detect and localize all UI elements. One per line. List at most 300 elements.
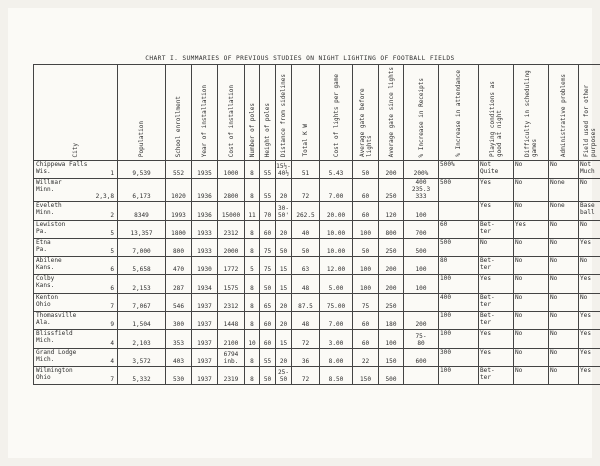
table-cell: 80	[439, 257, 479, 275]
state-name: Kans.	[36, 264, 55, 272]
table-cell: 8	[245, 348, 260, 366]
table-row	[34, 275, 600, 293]
table-cell: 500	[379, 366, 404, 384]
table-cell: 5.00	[320, 275, 353, 293]
city-name: Wilmington	[36, 366, 73, 374]
table-cell: 1020	[166, 179, 192, 202]
table-cell: 7,000	[118, 238, 166, 256]
table-cell: 8	[245, 179, 260, 202]
city-name: Abilene	[36, 257, 62, 265]
table-cell: 100	[439, 312, 479, 330]
line-number: 6	[110, 284, 114, 292]
table-cell: 100	[353, 257, 379, 275]
table-cell: 5.43	[320, 161, 353, 179]
line-number: 6	[110, 266, 114, 274]
table-cell: 50	[260, 275, 276, 293]
table-cell: 7,067	[118, 293, 166, 311]
table-cell: 15½- 40½	[276, 161, 292, 179]
table-cell: Yes	[579, 348, 600, 366]
table-cell: 600	[404, 348, 439, 366]
table-cell: Bet- ter	[479, 366, 514, 384]
table-cell: 7.00	[320, 179, 353, 202]
table-cell: 72	[292, 179, 320, 202]
table-cell: 75- 80	[404, 330, 439, 348]
city-name: Kenton	[36, 293, 59, 301]
column-header-label: Average gate before lights	[358, 88, 373, 157]
table-cell	[439, 202, 479, 220]
table-cell: 100	[439, 330, 479, 348]
table-cell: 13,357	[118, 220, 166, 238]
table-cell: 300	[166, 312, 192, 330]
table-cell: 20	[276, 179, 292, 202]
column-header-label: School enrollment	[175, 95, 182, 157]
table-cell: 1937	[192, 348, 218, 366]
table-cell: Yes	[479, 348, 514, 366]
table-cell: 65	[260, 293, 276, 311]
city-cell	[34, 293, 118, 311]
table-cell: 1937	[192, 366, 218, 384]
table-cell: No	[514, 161, 549, 179]
table-cell: Not Quite	[479, 161, 514, 179]
table-cell: No	[549, 312, 579, 330]
table-cell: 470	[166, 257, 192, 275]
table-cell: No	[549, 348, 579, 366]
line-number: 5	[110, 229, 114, 237]
table-cell: 2,153	[118, 275, 166, 293]
table-cell: 1448	[218, 312, 245, 330]
table-cell: 60	[260, 330, 276, 348]
table-cell: Base ball	[579, 202, 600, 220]
table-cell: No	[549, 330, 579, 348]
document-page	[8, 8, 597, 458]
column-header-label: Difficulty in scheduling games	[524, 70, 538, 157]
table-cell: 552	[166, 161, 192, 179]
table-cell: Bet- ter	[479, 220, 514, 238]
table-cell: 9,539	[118, 161, 166, 179]
line-number: 4	[110, 357, 114, 365]
table-cell: 75.00	[320, 293, 353, 311]
city-cell	[34, 275, 118, 293]
line-number: 5	[110, 248, 114, 256]
table-cell: Yes	[579, 330, 600, 348]
table-cell: No	[514, 366, 549, 384]
table-cell: 500	[404, 238, 439, 256]
city-name: Thomasville	[36, 312, 77, 320]
column-header-label: Cost of installation	[227, 84, 235, 157]
table-row	[34, 161, 600, 179]
column-header	[579, 65, 600, 161]
table-cell: No	[514, 293, 549, 311]
city-name: Grand Lodge	[36, 348, 77, 356]
column-header-label: Cost of lights per game	[332, 73, 340, 157]
table-cell: 50	[260, 366, 276, 384]
table-cell: No	[514, 257, 549, 275]
table-cell: No	[579, 293, 600, 311]
table-cell: 20	[276, 348, 292, 366]
table-cell: 72	[292, 366, 320, 384]
table-cell: No	[579, 257, 600, 275]
table-cell: 8	[245, 161, 260, 179]
table-cell: 2312	[218, 220, 245, 238]
column-header-label: Total K W	[302, 124, 309, 157]
column-header	[549, 65, 579, 161]
table-cell: 20	[276, 220, 292, 238]
table-row	[34, 220, 600, 238]
table-row	[34, 238, 600, 256]
table-cell: 1937	[192, 293, 218, 311]
column-header	[514, 65, 549, 161]
table-cell: 51	[292, 161, 320, 179]
column-header	[218, 65, 245, 161]
table-cell: 200%	[404, 161, 439, 179]
column-header	[34, 65, 118, 161]
table-cell: 1933	[192, 220, 218, 238]
table-cell: 100	[379, 330, 404, 348]
table-cell: 55	[260, 161, 276, 179]
table-cell: 1930	[192, 257, 218, 275]
table-cell: No	[579, 220, 600, 238]
line-number: 9	[110, 321, 114, 329]
state-name: Ala.	[36, 319, 51, 327]
table-cell: 5,332	[118, 366, 166, 384]
table-cell: Yes	[479, 179, 514, 202]
table-cell: 800	[379, 220, 404, 238]
table-cell: No	[514, 312, 549, 330]
table-cell: 60	[260, 220, 276, 238]
table-cell: 1000	[218, 161, 245, 179]
table-cell: 546	[166, 293, 192, 311]
table-cell: No	[549, 220, 579, 238]
line-number: 7	[110, 376, 114, 384]
state-name: Pa.	[36, 227, 48, 235]
table-cell	[404, 366, 439, 384]
table-row	[34, 348, 600, 366]
column-header-label: Height of poles	[264, 102, 271, 157]
table-cell: 50	[353, 161, 379, 179]
table-cell: 75	[353, 293, 379, 311]
table-cell: 200	[379, 257, 404, 275]
table-cell: 50	[292, 238, 320, 256]
table-cell: 1800	[166, 220, 192, 238]
table-cell: No	[549, 366, 579, 384]
table-cell: No	[514, 348, 549, 366]
city-name: Colby	[36, 275, 55, 283]
table-cell: 60	[353, 312, 379, 330]
city-cell	[34, 220, 118, 238]
table-cell: 3,572	[118, 348, 166, 366]
column-header	[353, 65, 379, 161]
table-cell: 50	[353, 238, 379, 256]
table-cell: No	[514, 275, 549, 293]
table-cell: 2100	[218, 330, 245, 348]
table-cell: 22	[353, 348, 379, 366]
table-row	[34, 293, 600, 311]
state-name: Kans.	[36, 282, 55, 290]
column-header	[320, 65, 353, 161]
column-header	[166, 65, 192, 161]
table-cell: 800	[166, 238, 192, 256]
table-cell: 48	[292, 275, 320, 293]
state-name: Wis.	[36, 168, 51, 175]
table-row	[34, 312, 600, 330]
table-cell: 500%	[439, 161, 479, 179]
table-cell: No	[549, 161, 579, 179]
table-cell: 20.00	[320, 202, 353, 220]
table-cell: 60	[439, 220, 479, 238]
table-cell: 6,173	[118, 179, 166, 202]
city-cell	[34, 330, 118, 348]
table-cell: 8.00	[320, 348, 353, 366]
table-cell: 10.00	[320, 238, 353, 256]
table-cell: 60	[260, 312, 276, 330]
state-name: Minn.	[36, 186, 55, 194]
table-cell: Yes	[579, 238, 600, 256]
column-header	[404, 65, 439, 161]
table-cell: 1,504	[118, 312, 166, 330]
table-cell: 1937	[192, 312, 218, 330]
table-cell: 262.5	[292, 202, 320, 220]
table-cell: 25- 50	[276, 366, 292, 384]
table-cell: 1936	[192, 179, 218, 202]
table-cell: 180	[379, 312, 404, 330]
column-header-label: Average gate since lights	[387, 66, 395, 157]
state-name: Minn.	[36, 209, 55, 217]
table-cell: 1772	[218, 257, 245, 275]
table-cell: 40	[292, 220, 320, 238]
column-header-label: City	[72, 142, 79, 157]
table-cell: 63	[292, 257, 320, 275]
table-cell: 200	[379, 275, 404, 293]
table-cell: 1933	[192, 238, 218, 256]
table-cell: 530	[166, 366, 192, 384]
column-header-label: Field used for other purposes	[583, 84, 597, 157]
table-cell: 15	[276, 330, 292, 348]
table-cell: 8	[245, 293, 260, 311]
table-cell: 150	[379, 348, 404, 366]
table-cell: 60	[353, 330, 379, 348]
column-header	[292, 65, 320, 161]
state-name: Pa.	[36, 245, 48, 253]
table-cell: Yes	[479, 202, 514, 220]
table-cell: 10.00	[320, 220, 353, 238]
table-cell: 15	[276, 257, 292, 275]
table-cell: 8	[245, 312, 260, 330]
table-cell: 400 235.3 333	[404, 179, 439, 202]
column-header-label: Number of poles	[248, 102, 256, 157]
column-header-label: Distance from sidelines	[280, 73, 287, 157]
table-cell: 150	[353, 366, 379, 384]
table-cell: 3.00	[320, 330, 353, 348]
city-name: Willmar	[36, 179, 62, 187]
table-row	[34, 330, 600, 348]
table-cell: 55	[260, 179, 276, 202]
table-cell: 60	[353, 179, 379, 202]
column-header	[276, 65, 292, 161]
table-cell: 100	[404, 202, 439, 220]
column-header	[379, 65, 404, 161]
table-cell: No	[549, 238, 579, 256]
table-cell: 75	[260, 257, 276, 275]
column-header-label: Year of installation	[201, 84, 208, 157]
table-cell: 50	[276, 238, 292, 256]
table-cell: 48	[292, 312, 320, 330]
table-cell: Not Much	[579, 161, 600, 179]
city-name: Etna	[36, 238, 51, 246]
table-cell: 10	[245, 330, 260, 348]
table-cell: 1936	[192, 202, 218, 220]
table-cell: 8.50	[320, 366, 353, 384]
table-cell: 100	[353, 220, 379, 238]
table-cell: 1935	[192, 161, 218, 179]
table-row	[34, 202, 600, 220]
table-cell: 55	[260, 348, 276, 366]
table-cell: 7.00	[320, 312, 353, 330]
table-cell: Yes	[479, 275, 514, 293]
column-header-label: Playing conditions as good at night	[489, 81, 503, 157]
table-cell: None	[549, 179, 579, 202]
column-header	[479, 65, 514, 161]
column-header-label: Administrative problems	[560, 73, 567, 157]
city-cell	[34, 202, 118, 220]
table-cell: 300	[439, 348, 479, 366]
table-cell: 200	[404, 312, 439, 330]
line-number: 2,3,8	[95, 193, 114, 201]
table-cell: 353	[166, 330, 192, 348]
table-cell: Yes	[479, 330, 514, 348]
table-cell: 500	[439, 238, 479, 256]
table-cell: 250	[379, 293, 404, 311]
table-row	[34, 366, 600, 384]
table-cell: 36	[292, 348, 320, 366]
table-cell: 8	[245, 238, 260, 256]
city-name: Chippewa Falls	[36, 161, 88, 168]
table-cell: 8	[245, 275, 260, 293]
city-name: Lewiston	[36, 220, 66, 228]
table-cell: None	[549, 202, 579, 220]
city-name: Eveleth	[36, 202, 62, 210]
column-header-label: % Increase in attendance	[455, 70, 462, 157]
table-cell: 6794 inb.	[218, 348, 245, 366]
table-cell: Yes	[579, 275, 600, 293]
table-cell: No	[514, 238, 549, 256]
table-cell: 5	[245, 257, 260, 275]
table-cell	[404, 293, 439, 311]
table-row	[34, 179, 600, 202]
table-cell: 500	[439, 179, 479, 202]
table-cell: 11	[245, 202, 260, 220]
table-cell: No	[549, 293, 579, 311]
city-name: Blissfield	[36, 330, 73, 338]
table-cell: 5,658	[118, 257, 166, 275]
table-cell: 75	[260, 238, 276, 256]
table-cell: 87.5	[292, 293, 320, 311]
table-cell: 12.00	[320, 257, 353, 275]
table-row	[34, 257, 600, 275]
table-cell: 70	[260, 202, 276, 220]
table-cell: 8349	[118, 202, 166, 220]
table-cell: 2800	[218, 179, 245, 202]
column-header-label: Population	[138, 120, 145, 157]
table-cell: Yes	[514, 220, 549, 238]
table-cell: 1575	[218, 275, 245, 293]
line-number: 1	[110, 170, 114, 178]
city-cell	[34, 179, 118, 202]
table-cell: 250	[379, 238, 404, 256]
table-cell: 200	[379, 161, 404, 179]
table-cell: 403	[166, 348, 192, 366]
line-number: 7	[110, 303, 114, 311]
table-cell: 60	[353, 202, 379, 220]
table-cell: 20	[276, 293, 292, 311]
table-cell: 8	[245, 366, 260, 384]
table-cell: No	[514, 179, 549, 202]
table-cell: 15	[276, 275, 292, 293]
table-cell: No	[514, 202, 549, 220]
table-cell: 100	[404, 275, 439, 293]
table-cell: 20	[276, 312, 292, 330]
table-cell: 8	[245, 220, 260, 238]
table-cell: 100	[439, 275, 479, 293]
column-header	[439, 65, 479, 161]
table-cell: No	[549, 275, 579, 293]
line-number: 2	[110, 211, 114, 219]
table-cell: No	[514, 330, 549, 348]
city-cell	[34, 257, 118, 275]
table-cell: 287	[166, 275, 192, 293]
table-cell: No	[579, 179, 600, 202]
table-cell: 100	[353, 275, 379, 293]
state-name: Mich.	[36, 337, 55, 345]
table-cell: 400	[439, 293, 479, 311]
table-cell: 1937	[192, 330, 218, 348]
column-header	[192, 65, 218, 161]
table-cell: 72	[292, 330, 320, 348]
table-cell: 2312	[218, 293, 245, 311]
city-cell	[34, 238, 118, 256]
table-cell: Yes	[579, 312, 600, 330]
table-cell: 2319	[218, 366, 245, 384]
column-header	[260, 65, 276, 161]
table-cell: 15000	[218, 202, 245, 220]
table-cell: 1993	[166, 202, 192, 220]
table-cell: Yes	[579, 366, 600, 384]
table-cell: 250	[379, 179, 404, 202]
table-cell: Bet- ter	[479, 312, 514, 330]
table-cell: 2,103	[118, 330, 166, 348]
table-cell: 100	[439, 366, 479, 384]
city-cell	[34, 312, 118, 330]
table-cell: 100	[404, 257, 439, 275]
table-cell: 1934	[192, 275, 218, 293]
line-number: 4	[110, 339, 114, 347]
state-name: Mich.	[36, 355, 55, 363]
header-row	[34, 65, 600, 161]
city-cell	[34, 161, 118, 179]
state-name: Ohio	[36, 300, 51, 308]
table-cell: 30- 50'	[276, 202, 292, 220]
table-cell: 700	[404, 220, 439, 238]
city-cell	[34, 366, 118, 384]
summary-table	[33, 64, 600, 385]
table-cell: No	[549, 257, 579, 275]
table-cell: Bet- ter	[479, 293, 514, 311]
state-name: Ohio	[36, 373, 51, 381]
table-cell: No	[479, 238, 514, 256]
table-cell: Bet- ter	[479, 257, 514, 275]
column-header	[118, 65, 166, 161]
table-cell: 2000	[218, 238, 245, 256]
column-header	[245, 65, 260, 161]
